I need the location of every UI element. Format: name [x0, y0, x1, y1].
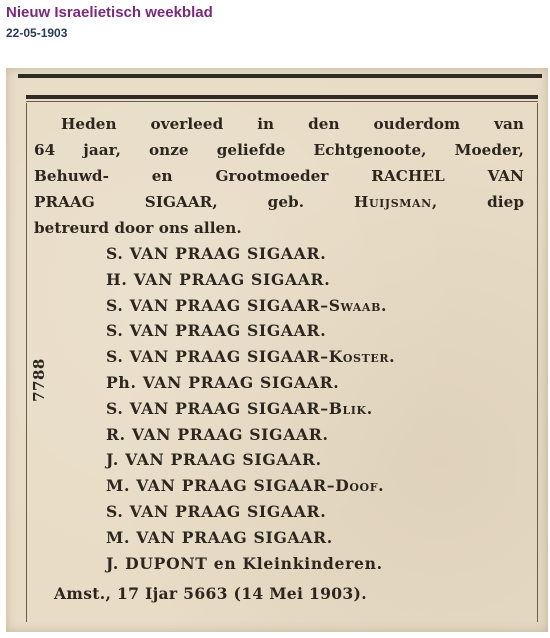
mourner-name: J. DUPONT en Kleinkinderen.: [106, 553, 383, 573]
mourner-name: S. VAN PRAAG SIGAAR–Blik.: [106, 398, 373, 418]
notice-line-1-text: Heden overleed in den ouderdom van: [61, 115, 524, 133]
notice-line-5: [34, 215, 524, 241]
mourner-name: J. VAN PRAAG SIGAAR.: [106, 450, 322, 470]
mourner-name: S. VAN PRAAG SIGAAR.: [106, 501, 327, 521]
mourner-name: S. VAN PRAAG SIGAAR–Swaab.: [106, 295, 387, 315]
ad-number-text: 7788: [30, 358, 48, 402]
left-border-line: [26, 103, 27, 622]
notice-line-4-mid: , geb.: [212, 193, 355, 211]
mourner-name: M. VAN PRAAG SIGAAR–Doof.: [106, 476, 385, 496]
mourner-name: S. VAN PRAAG SIGAAR–Koster.: [106, 347, 396, 367]
header: [6, 4, 213, 40]
newspaper-clipping: [6, 68, 548, 632]
notice-line-4-end: , diep: [431, 193, 525, 211]
top-rule-thin: [26, 101, 538, 102]
right-border-line: [537, 103, 538, 622]
top-rule-inner: [26, 95, 538, 99]
top-rule-outer: [18, 74, 542, 78]
notice-line-3: [34, 163, 524, 189]
mourner-name: Ph. VAN PRAAG SIGAAR.: [106, 372, 340, 392]
mourner-name: M. VAN PRAAG SIGAAR.: [106, 527, 333, 547]
notice-line-4: [34, 189, 524, 215]
mourner-name: S. VAN PRAAG SIGAAR.: [106, 244, 327, 263]
publication-title: Nieuw Israelietisch weekblad: [6, 4, 213, 21]
notice-line-5-text: betreurd door ons allen.: [34, 219, 242, 237]
notice-line-3-text: Behuwd- en Grootmoeder: [34, 167, 372, 185]
mourner-name: S. VAN PRAAG SIGAAR.: [106, 321, 327, 341]
publication-date: 22-05-1903: [6, 26, 68, 40]
deceased-name-part-1: RACHEL VAN: [371, 167, 524, 185]
death-notice: [34, 111, 524, 607]
deceased-name-part-2: PRAAG SIGAAR: [34, 193, 213, 211]
mourner-name: H. VAN PRAAG SIGAAR.: [106, 269, 331, 289]
notice-line-1: [34, 111, 524, 137]
notice-line-2: [34, 137, 524, 163]
maiden-name: Huijsman: [354, 193, 432, 211]
mourner-name: R. VAN PRAAG SIGAAR.: [106, 424, 329, 444]
mourner-list: [106, 241, 524, 576]
notice-footer-date: Amst., 17 Ijar 5663 (14 Mei 1903).: [54, 584, 367, 604]
notice-line-2-text: 64 jaar, onze geliefde Echtgenoote, Moeder,: [34, 141, 524, 159]
